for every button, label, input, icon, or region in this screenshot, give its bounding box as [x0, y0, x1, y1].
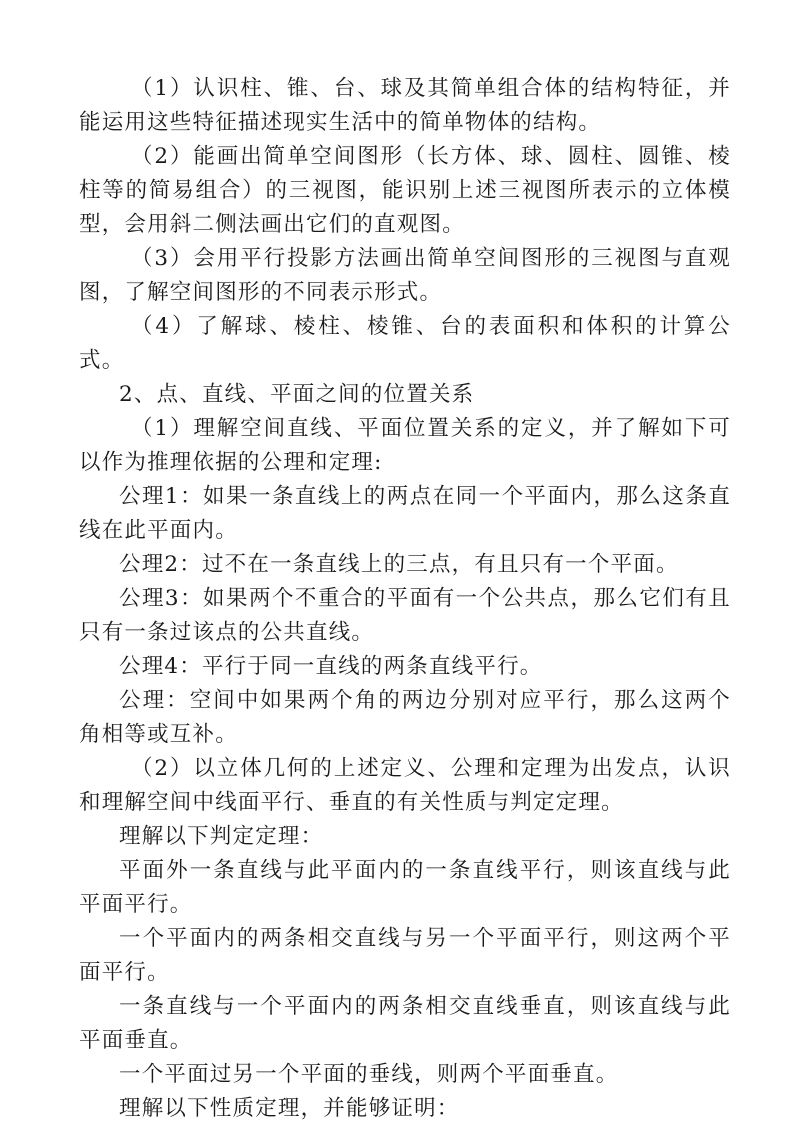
paragraph-structure-features: （1）认识柱、锥、台、球及其简单组合体的结构特征，并能运用这些特征描述现实生活中的简单物体的结构。 [79, 76, 731, 135]
paragraph-three-views: （2）能画出简单空间图形（长方体、球、圆柱、圆锥、棱柱等的简易组合）的三视图，能识别上述三视图所表示的立体模型，会用斜二侧法画出它们的直观图。 [79, 144, 731, 237]
paragraph-definitions: （1）理解空间直线、平面位置关系的定义，并了解如下可以作为推理依据的公理和定理: [79, 416, 731, 475]
axiom-angles: 公理：空间中如果两个角的两边分别对应平行，那么这两个角相等或互补。 [79, 688, 731, 747]
heading-property-theorems: 理解以下性质定理，并能够证明： [119, 1096, 460, 1121]
criterion-plane-plane-parallel: 一个平面内的两条相交直线与另一个平面平行，则这两个平面平行。 [79, 926, 731, 985]
criterion-line-plane-perpendicular: 一条直线与一个平面内的两条相交直线垂直，则该直线与此平面垂直。 [79, 994, 731, 1053]
axiom-2: 公理2：过不在一条直线上的三点，有且只有一个平面。 [119, 552, 679, 577]
criterion-plane-plane-perpendicular: 一个平面过另一个平面的垂线，则两个平面垂直。 [119, 1062, 619, 1087]
document-body [79, 72, 731, 1126]
axiom-1: 公理1：如果一条直线上的两点在同一个平面内，那么这条直线在此平面内。 [79, 484, 731, 543]
section-heading-position-relations: 2、点、直线、平面之间的位置关系 [119, 382, 475, 407]
criterion-line-plane-parallel: 平面外一条直线与此平面内的一条直线平行，则该直线与此平面平行。 [79, 858, 731, 917]
axiom-3: 公理3：如果两个不重合的平面有一个公共点，那么它们有且只有一条过该点的公共直线。 [79, 586, 731, 645]
axiom-4: 公理4：平行于同一直线的两条直线平行。 [119, 654, 543, 679]
heading-criteria-theorems: 理解以下判定定理： [119, 824, 324, 849]
paragraph-parallel-projection: （3）会用平行投影方法画出简单空间图形的三视图与直观图，了解空间图形的不同表示形式。 [79, 246, 731, 305]
paragraph-surface-volume: （4）了解球、棱柱、棱锥、台的表面积和体积的计算公式。 [79, 314, 731, 373]
paragraph-line-plane: （2）以立体几何的上述定义、公理和定理为出发点，认识和理解空间中线面平行、垂直的有关性质与判定定理。 [79, 756, 731, 815]
